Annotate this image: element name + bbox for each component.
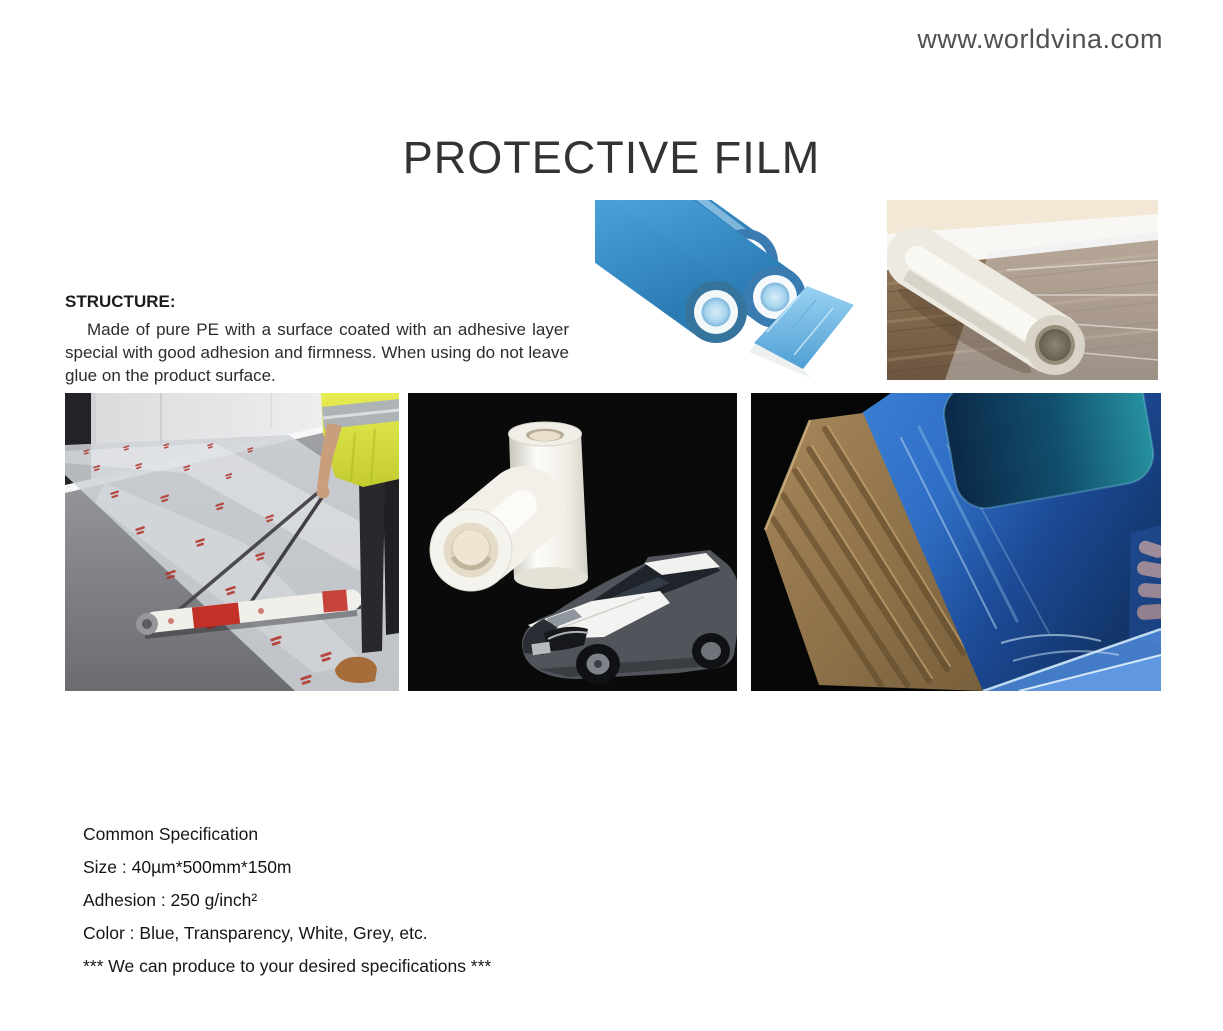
specifications-section bbox=[83, 824, 491, 989]
photo-blue-film-rolls bbox=[595, 200, 858, 380]
worker-hand bbox=[317, 486, 330, 499]
spec-adhesion: Adhesion : 250 g/inch² bbox=[83, 890, 258, 910]
page-title: PROTECTIVE FILM bbox=[402, 132, 821, 183]
structure-body: Made of pure PE with a surface coated with an adhesive layer special with good adhesion and firmness. When using do not leave glue on the product surface. bbox=[65, 320, 569, 385]
floor-roll-image bbox=[887, 200, 1158, 380]
spec-color: Color : Blue, Transparency, White, Grey, etc. bbox=[83, 923, 428, 943]
photo-carpet-application bbox=[65, 393, 399, 691]
spec-note: *** We can produce to your desired specifications *** bbox=[83, 956, 492, 976]
blue-film-rolls-image bbox=[595, 200, 858, 380]
spec-size: Size : 40µm*500mm*150m bbox=[83, 857, 292, 877]
structure-heading: STRUCTURE: bbox=[65, 292, 176, 311]
photo-floor-roll bbox=[887, 200, 1158, 380]
hand-fingers bbox=[1129, 525, 1161, 643]
spec-heading: Common Specification bbox=[83, 824, 259, 844]
blue-film-peel-image bbox=[751, 393, 1161, 691]
photo-white-rolls-car bbox=[408, 393, 737, 691]
photo-blue-film-peel bbox=[751, 393, 1161, 691]
structure-section bbox=[65, 292, 569, 387]
worker-trousers bbox=[359, 479, 385, 653]
white-rolls-car-image bbox=[408, 393, 737, 691]
carpet-application-image bbox=[65, 393, 399, 691]
website-url: www.worldvina.com bbox=[917, 24, 1163, 54]
